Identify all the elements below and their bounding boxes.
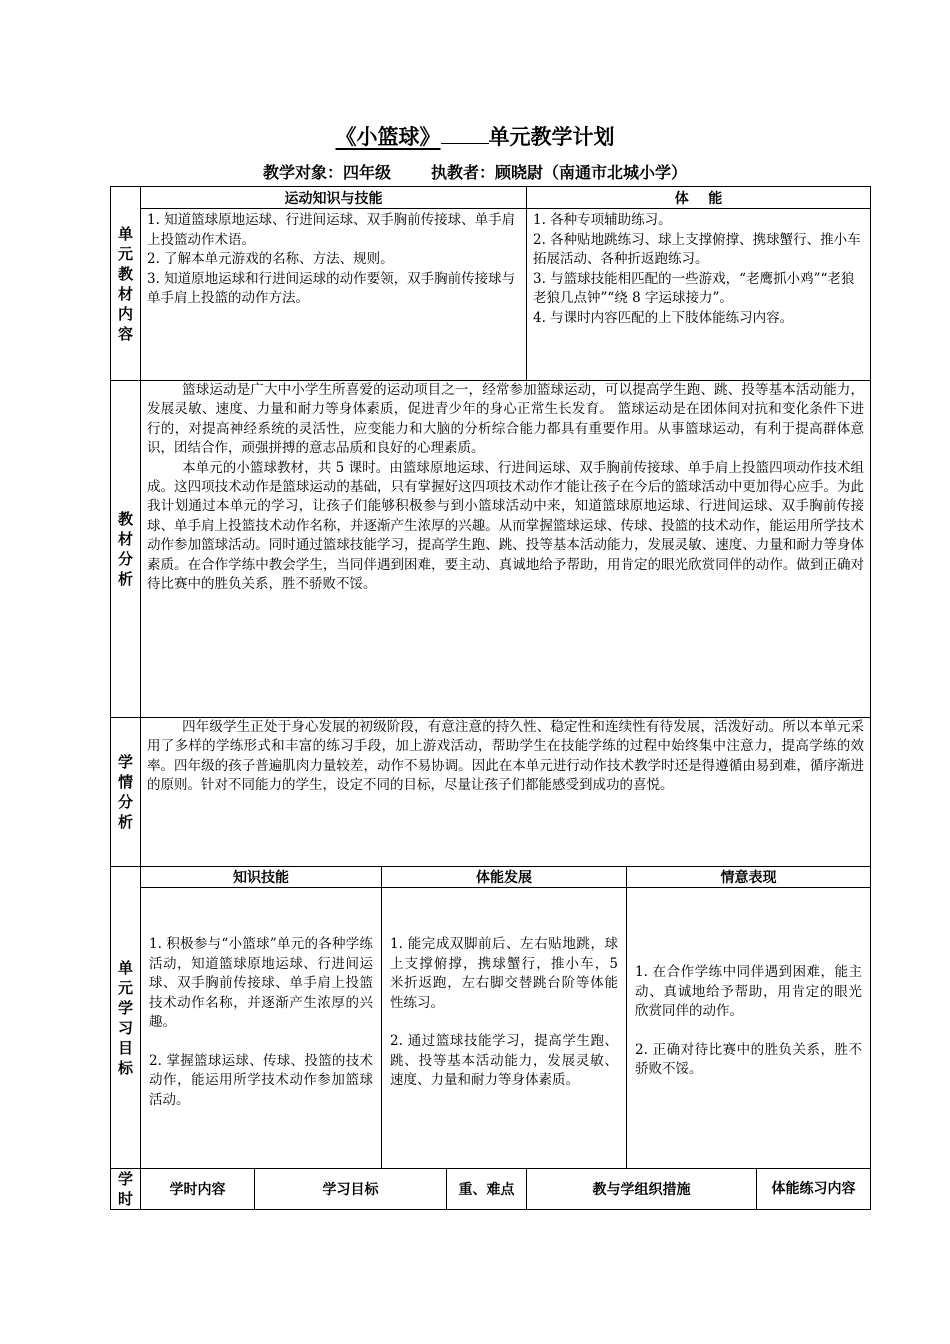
title-underline-gap — [441, 125, 489, 144]
list-item: 2. 正确对待比赛中的胜负关系，胜不骄败不馁。 — [635, 1041, 862, 1077]
header-emotional-performance: 情意表现 — [626, 866, 871, 888]
header-hour-content: 学时内容 — [140, 1168, 255, 1210]
paragraph: 篮球运动是广大中小学生所喜爱的运动项目之一，经常参加篮球运动，可以提高学生跑、跳、投等基本活动能力，发展灵敏、速度、力量和耐力等身体素质，促进青少年的身心正常生长发育。 篮球运动是在团体间对抗和变化条件下进行的，对提高神经系统的灵活性，应变能力和大脑的分析综合能力都具有重要作用。从事篮球运动，有利于提高群体意识，团结合作，顽强拼搏的意志品质和良好的心理素质。 — [147, 382, 864, 457]
list-item: 4. 与课时内容匹配的上下肢体能练习内容。 — [533, 309, 794, 326]
cell-student-analysis — [140, 717, 871, 867]
list-item: 2. 通过篮球技能学习，提高学生跑、跳、投等基本活动能力，发展灵敏、速度、力量和耐力等身体素质。 — [390, 1033, 618, 1088]
list-item: 1. 在合作学练中同伴遇到困难，能主动、真诚地给予帮助，用肯定的眼光欣赏同伴的动作。 — [635, 964, 862, 1019]
label-class-hours: 学时 — [110, 1168, 141, 1210]
list-item: 3. 知道原地运球和行进间运球的动作要领，双手胸前传接球与单手肩上投篮的动作方法。 — [147, 270, 516, 306]
label-unit-content: 单元教材内容 — [110, 186, 141, 381]
cell-skills-content — [140, 208, 527, 381]
header-skills: 运动知识与技能 — [140, 186, 527, 209]
list-item: 2. 各种贴地跳练习、球上支撑俯撑、携球蟹行、推小车拓展活动、各种折返跑练习。 — [533, 231, 861, 267]
cell-fitness-content — [526, 208, 871, 381]
cell-goal-emotion — [626, 887, 871, 1169]
list-item: 2. 了解本单元游戏的名称、方法、规则。 — [147, 251, 394, 267]
header-knowledge-skills: 知识技能 — [140, 866, 382, 888]
list-item: 1. 能完成双脚前后、左右贴地跳，球上支撑俯撑，携球蟹行，推小车，5 米折返跑，左右脚交替跳台阶等体能性练习。 — [390, 936, 618, 1011]
paragraph: 四年级学生正处于身心发展的初级阶段，有意注意的持久性、稳定性和连续性有待发展，活泼好动。所以本单元采用了多样的学练形式和丰富的练习手段，加上游戏活动，帮助学生在技能学练的过程中始终集中注意力，提高学练的效率。四年级的孩子普遍肌肉力量较差，动作不易协调。因此在本单元进行动作技术教学时还是得遵循由易到难，循序渐进的原则。针对不同能力的学生，设定不同的目标，尽量让孩子们都能感受到成功的喜悦。 — [147, 719, 864, 794]
paragraph: 本单元的小篮球教材，共 5 课时。由篮球原地运球、行进间运球、双手胸前传接球、单手肩上投篮四项动作技术组成。这四项技术动作是篮球运动的基础，只有掌握好这四项技术动作才能让孩子在今后的篮球活动中更加得心应手。为此我计划通过本单元的学习，让孩子们能够积极参与到小篮球活动中来，知道篮球原地运球、行进间运球、双手胸前传接球、单手肩上投篮技术动作名称，并逐渐产生浓厚的兴趣。从而掌握篮球运球、传球、投篮的技术动作，能运用所学技术动作参加篮球活动。同时通过篮球技能学习，提高学生跑、跳、投等基本活动能力，发展灵敏、速度、力量和耐力等身体素质。在合作学练中教会学生，当同伴遇到困难，要主动、真诚地给予帮助，用肯定的眼光欣赏同伴的动作。做到正确对待比赛中的胜负关系，胜不骄败不馁。 — [147, 459, 864, 593]
header-teaching-measures: 教与学组织措施 — [526, 1168, 757, 1210]
list-item: 3. 与篮球技能相匹配的一些游戏，“老鹰抓小鸡”“老狼老狼几点钟”“绕 8 字运球接力”。 — [533, 270, 855, 306]
header-fitness: 体 能 — [526, 186, 871, 209]
label-student-analysis: 学情分析 — [110, 717, 141, 867]
teacher-info: 执教者：顾晓尉（南通市北城小学） — [431, 163, 688, 182]
title-plan: 单元教学计划 — [488, 124, 615, 149]
cell-goal-fitness — [381, 887, 627, 1169]
list-item: 1. 各种专项辅助练习。 — [533, 212, 672, 228]
list-item: 2. 掌握篮球运球、传球、投篮的技术动作，能运用所学技术动作参加篮球活动。 — [149, 1052, 373, 1108]
label-unit-goals: 单元学习目标 — [110, 866, 141, 1169]
cell-material-analysis — [140, 380, 871, 718]
title-book: 《小篮球》 — [335, 124, 441, 149]
document-title — [0, 121, 950, 151]
header-fitness-development: 体能发展 — [381, 866, 627, 888]
list-item: 1. 积极参与“小篮球”单元的各种学练活动，知道篮球原地运球、行进间运球、双手胸前传接球、单手肩上投篮技术动作名称，并逐渐产生浓厚的兴趣。 — [149, 936, 373, 1030]
header-fitness-practice: 体能练习内容 — [756, 1168, 871, 1210]
header-learning-goals: 学习目标 — [254, 1168, 447, 1210]
label-material-analysis: 教材分析 — [110, 380, 141, 718]
cell-goal-knowledge — [140, 887, 382, 1169]
teaching-target: 教学对象：四年级 — [262, 163, 391, 182]
header-key-points: 重、难点 — [446, 1168, 527, 1210]
list-item: 1. 知道篮球原地运球、行进间运球、双手胸前传接球、单手肩上投篮动作术语。 — [147, 212, 516, 248]
document-subtitle — [0, 160, 950, 183]
